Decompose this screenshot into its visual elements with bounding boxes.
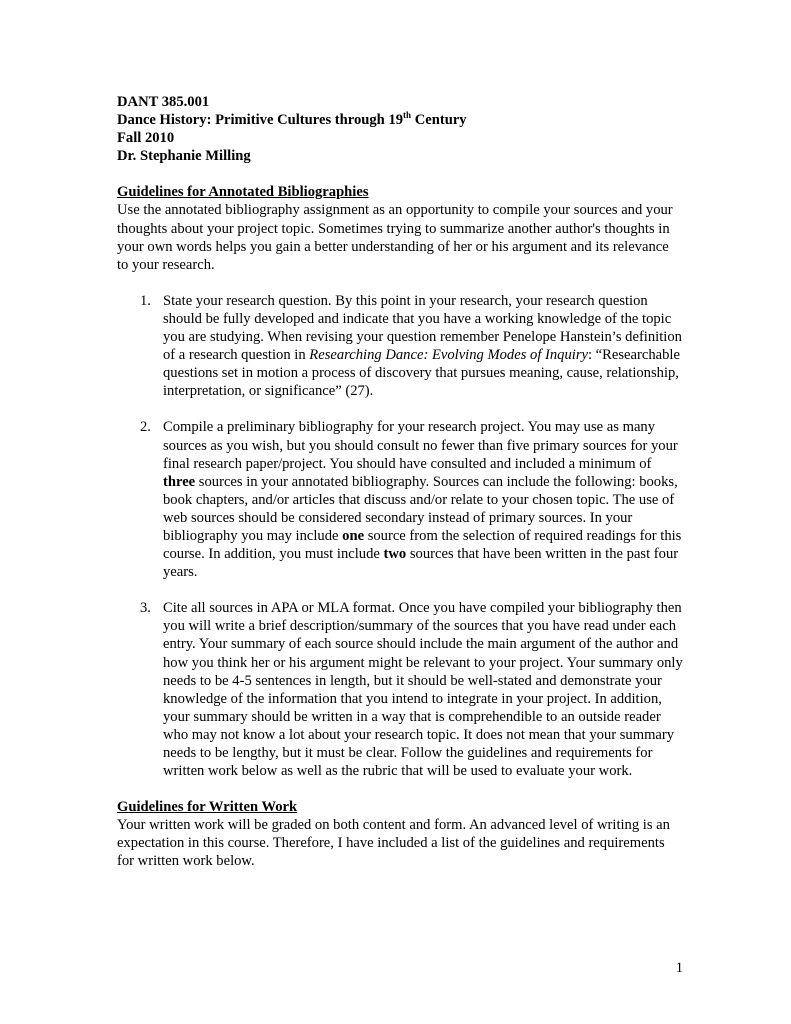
list-item-text [163, 418, 683, 581]
spacer [117, 165, 677, 183]
item-text-part: Compile a preliminary bibliography for your research project. You may use as many sources as you wish, but you should consult no fewer than five primary sources for your final research paper/project. You should have consulted and included a minimum of [163, 419, 678, 472]
list-item-number: 1. [140, 292, 151, 309]
item-text-part: source from the selection of required readings for this course. In addition, you must include [163, 527, 682, 563]
list-item-text [163, 292, 683, 401]
emphasis-bold: three [163, 473, 196, 490]
course-title-end: Century [411, 112, 467, 129]
emphasis-bold: two [383, 546, 407, 563]
guidelines-list [117, 292, 683, 780]
list-item [117, 292, 682, 401]
document-content [117, 93, 683, 871]
course-code: DANT 385.001 [117, 94, 210, 110]
list-item-number: 3. [140, 600, 151, 617]
course-title-main: Dance History: Primitive Cultures through 19 [117, 112, 404, 129]
list-item-number: 2. [140, 419, 151, 436]
course-term: Fall 2010 [117, 130, 175, 147]
book-title: Researching Dance: Evolving Modes of Inquiry [309, 347, 588, 364]
item-text-part: State your research question. By this point in your research, your research question should be fully developed and indicate that you have a working knowledge of the topic you are studying. When revising your question remember Penelope Hanstein’s definition of a research question in [163, 292, 682, 364]
annotated-bibliography-intro: Use the annotated bibliography assignment as an opportunity to compile your sources and your thoughts about your project topic. Sometimes trying to summarize another author's thoughts in your own words helps you gain a better understanding of her or his argument and its relevance to your research. [117, 202, 673, 273]
page-number: 1 [675, 960, 683, 976]
item-text-part: sources in your annotated bibliography. Sources can include the following: books, book chapters, and/or articles that discuss and/or relate to your chosen topic. The use of web sources should be considered secondary instead of primary sources. In your bibliography you may include [163, 473, 678, 544]
written-work-heading: Guidelines for Written Work [117, 799, 298, 816]
written-work-text: Your written work will be graded on both content and form. An advanced level of writing is an expectation in this course. Therefore, I have included a list of the guidelines and requirements for written work below. [117, 817, 670, 870]
course-title-superscript: th [403, 110, 412, 121]
instructor-name: Dr. Stephanie Milling [117, 148, 251, 165]
annotated-bibliography-heading: Guidelines for Annotated Bibliographies [117, 184, 369, 201]
list-item [117, 418, 682, 581]
emphasis-bold: one [342, 527, 365, 544]
item-text-part: sources that have been written in the past four years. [163, 546, 679, 581]
list-item-text: Cite all sources in APA or MLA format. Once you have compiled your bibliography then you will write a brief description/summary of the sources that you have read under each entry. Your summary of each source should include the main argument of the author and how you think her or his argument might be relevant to your project. Your summary only needs to be 4-5 sentences in length, but it should be well-stated and demonstrate your knowledge of the information that you intend to integrate in your project. In addition, your summary should be written in a way that is comprehendible to an outside reader who may not know a lot about your research topic. It does not mean that your summary needs to be lengthy, but it must be clear. Follow the guidelines and requirements for written work below as well as the rubric that will be used to evaluate your work. [163, 600, 683, 780]
course-title [117, 111, 677, 129]
spacer [117, 274, 677, 292]
list-item [117, 599, 683, 780]
item-text-part: : “Researchable questions set in motion a process of discovery that pursues meaning, cause, relationship, interpretation, or significance” (27). [163, 347, 680, 400]
